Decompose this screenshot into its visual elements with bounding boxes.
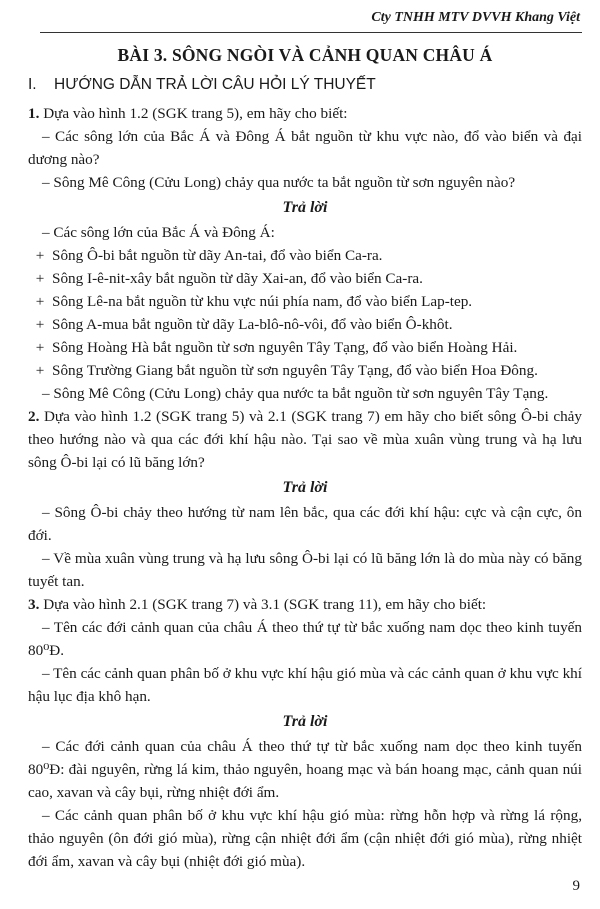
answer-heading: Trả lời [282, 713, 328, 730]
page-content [28, 36, 582, 873]
question-number: 3. [28, 596, 40, 613]
answer-list-item: + Sông A-mua bắt nguồn từ dãy La-blô-nô-vôi, đổ vào biển Ô-khôt. [28, 313, 582, 336]
plus-bullet: + [35, 362, 45, 379]
answer-paragraph: – Sông Ô-bi chảy theo hướng từ nam lên bắc, qua các đới khí hậu: cực và cận cực, ôn đới. [28, 504, 582, 544]
question-item: – Tên các cảnh quan phân bố ở khu vực khí hậu gió mùa và các cảnh quan ở khu vực khí hậu lục địa khô hạn. [28, 665, 582, 705]
question-2 [28, 405, 582, 474]
question-item: – Tên các đới cảnh quan của châu Á theo thứ tự từ bắc xuống nam dọc theo kinh tuyến 80⁰Đ. [28, 619, 582, 659]
plus-bullet: + [35, 316, 45, 333]
section-heading [28, 73, 582, 96]
answer-paragraph: – Các cảnh quan phân bố ở khu vực khí hậu gió mùa: rừng hỗn hợp và rừng lá rộng, thảo nguyên (ôn đới gió mùa), rừng cận nhiệt đới ẩm (cận nhiệt đới gió mùa), rừng nhiệt đới ẩm, xavan và cây bụi (nhiệt đới gió mùa). [28, 807, 582, 870]
answer-heading: Trả lời [282, 199, 328, 216]
plus-bullet: + [35, 247, 45, 264]
publisher-name: Cty TNHH MTV DVVH Khang Việt [371, 10, 580, 25]
lesson-title: BÀI 3. SÔNG NGÒI VÀ CẢNH QUAN CHÂU Á [117, 45, 493, 65]
answer-intro: – Các sông lớn của Bắc Á và Đông Á: [42, 224, 275, 241]
answer-paragraph: – Sông Mê Công (Cửu Long) chảy qua nước ta bắt nguồn từ sơn nguyên Tây Tạng. [42, 385, 549, 402]
answer-heading: Trả lời [282, 479, 328, 496]
question-number: 1. [28, 105, 40, 122]
question-text: Dựa vào hình 1.2 (SGK trang 5), em hãy cho biết: [43, 105, 348, 122]
answer-list-item: + Sông Lê-na bắt nguồn từ khu vực núi phía nam, đổ vào biển Lap-tep. [28, 290, 582, 313]
answer-paragraph: – Các đới cảnh quan của châu Á theo thứ tự từ bắc xuống nam dọc theo kinh tuyến 80⁰Đ: đài nguyên, rừng lá kim, thảo nguyên, hoang mạc và bán hoang mạc, cảnh quan núi cao, xavan và cây bụi, rừng nhiệt đới ẩm. [28, 738, 582, 801]
question-number: 2. [28, 408, 40, 425]
question-1 [28, 102, 582, 125]
running-header [40, 6, 582, 33]
section-label: HƯỚNG DẪN TRẢ LỜI CÂU HỎI LÝ THUYẾT [54, 76, 376, 93]
page-number: 9 [572, 878, 580, 894]
question-3 [28, 593, 582, 616]
answer-list-item: + Sông I-ê-nit-xây bắt nguồn từ dãy Xai-an, đổ vào biển Ca-ra. [28, 267, 582, 290]
question-item: – Các sông lớn của Bắc Á và Đông Á bắt nguồn từ khu vực nào, đổ vào biển và đại dương nào? [28, 128, 582, 168]
plus-bullet: + [35, 293, 45, 310]
answer-paragraph: – Về mùa xuân vùng trung và hạ lưu sông Ô-bi lại có lũ băng lớn là do mùa này có băng tuyết tan. [28, 550, 582, 590]
section-number: I. [28, 76, 37, 93]
question-text: Dựa vào hình 2.1 (SGK trang 7) và 3.1 (SGK trang 11), em hãy cho biết: [43, 596, 487, 613]
answer-list-item: + Sông Ô-bi bắt nguồn từ dãy An-tai, đổ vào biển Ca-ra. [28, 244, 582, 267]
question-item: – Sông Mê Công (Cửu Long) chảy qua nước ta bắt nguồn từ sơn nguyên nào? [42, 174, 516, 191]
question-text: Dựa vào hình 1.2 (SGK trang 5) và 2.1 (SGK trang 7) em hãy cho biết sông Ô-bi chảy theo hướng nào và qua các đới khí hậu nào. Tại sao về mùa xuân vùng trung và hạ lưu sông Ô-bi lại có lũ băng lớn? [28, 408, 583, 471]
answer-list-item: + Sông Hoàng Hà bắt nguồn từ sơn nguyên Tây Tạng, đổ vào biển Hoàng Hải. [28, 336, 582, 359]
answer-list-item: + Sông Trường Giang bắt nguồn từ sơn nguyên Tây Tạng, đổ vào biển Hoa Đông. [28, 359, 582, 382]
plus-bullet: + [35, 270, 45, 287]
plus-bullet: + [35, 339, 45, 356]
